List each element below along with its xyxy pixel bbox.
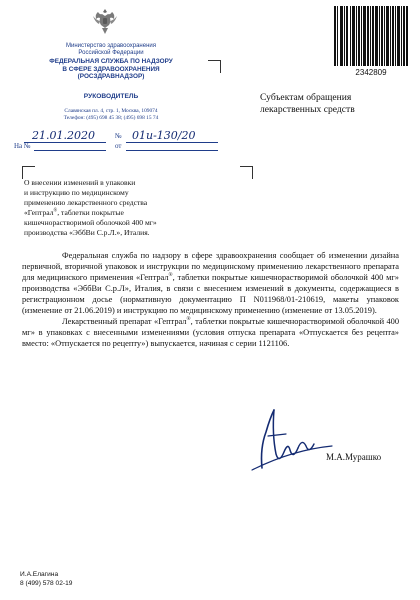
corner-bracket (208, 60, 221, 73)
subject-text: , таблетки покрытые (57, 208, 124, 217)
service-line: В СФЕРЕ ЗДРАВООХРАНЕНИЯ (62, 65, 160, 73)
registration-date: 21.01.2020 (32, 129, 95, 142)
registered-mark: ® (186, 316, 191, 323)
body-text: , таблетки покрытые кишечнорастворимой оболочкой 400 мг» производства «ЭббВи С.р.Л», Италия, в связи с внесением изменений в документы, содержащиеся в регистрационном досье (нормативную документацию П N011968/01-210619, макеты упаковок (изменение от 21.06.2019) и инструкцию по медицинскому применению (изменение от 13.05.2019). (22, 273, 399, 315)
ministry-line: Российской Федерации (78, 50, 144, 56)
executor-block (20, 570, 72, 588)
ministry-name (50, 43, 172, 57)
body-paragraph (22, 316, 399, 349)
body-paragraph (22, 250, 399, 316)
coat-of-arms-icon (92, 6, 118, 36)
subject-line: кишечнорастворимой оболочкой 400 мг» (24, 218, 157, 227)
executor-name: И.А.Елагина (20, 571, 59, 578)
barcode-number: 2342809 (355, 68, 387, 77)
address-line: Славянская пл. 4, стр. 1, Москва, 109074 (64, 108, 158, 114)
service-line: ФЕДЕРАЛЬНАЯ СЛУЖБА ПО НАДЗОРУ (49, 58, 173, 65)
service-name (40, 58, 182, 81)
number-sign: № (115, 132, 122, 140)
handwritten-signature (232, 398, 352, 478)
registered-mark: ® (168, 272, 173, 279)
body-text: , таблетки покрытые кишечнорастворимой оболочкой 400 мг» в упаковках с внесенными изменениями (условия отпуска препарата «Отпускается без рецепта» вместо: «Отпускается по рецепту») выпускается, начиная с серии 1121106. (22, 317, 400, 348)
subject-line: применению лекарственного средства (24, 198, 148, 207)
subject-line: производства «ЭббВи С.р.Л.», Италия. (24, 228, 150, 237)
addressee-line: лекарственных средств (260, 104, 355, 115)
ref-number-label: На № (14, 142, 31, 150)
service-line: (РОСЗДРАВНАДЗОР) (77, 73, 145, 80)
subject-line: и инструкцию по медицинскому (24, 188, 129, 197)
subject-line: О внесении изменений в упаковки (24, 178, 136, 187)
addressee-line: Субъектам обращения (260, 92, 352, 103)
registered-mark: ® (53, 208, 58, 214)
reference-line (14, 142, 219, 152)
ministry-line: Министерство здравоохранения (66, 43, 156, 49)
subject-block (24, 178, 244, 238)
subject-line (24, 208, 244, 218)
addressee-block (260, 92, 400, 116)
ref-from-label: от (115, 142, 122, 150)
letter-body (22, 250, 399, 349)
letterhead-address (36, 108, 186, 122)
executor-phone: 8 (499) 578 02-19 (20, 580, 73, 587)
subject-text: «Гептрал (24, 208, 54, 217)
phone-line: Телефон: (495) 698 45 38; (495) 698 15 74 (63, 115, 159, 121)
body-text: Федеральная служба по надзору в сфере здравоохранения сообщает об изменении дизайна первичной, вторичной упаковок и инструкции по медицинскому применению лекарственного препарата для медицинского применения «Гептрал (22, 251, 399, 282)
signer-name: М.А.Мурашко (326, 452, 382, 462)
registration-number: 01и-130/20 (132, 129, 196, 142)
head-title: РУКОВОДИТЕЛЬ (83, 93, 139, 100)
body-text: Лекарственный препарат «Гептрал (62, 317, 187, 326)
barcode-icon (334, 6, 408, 66)
